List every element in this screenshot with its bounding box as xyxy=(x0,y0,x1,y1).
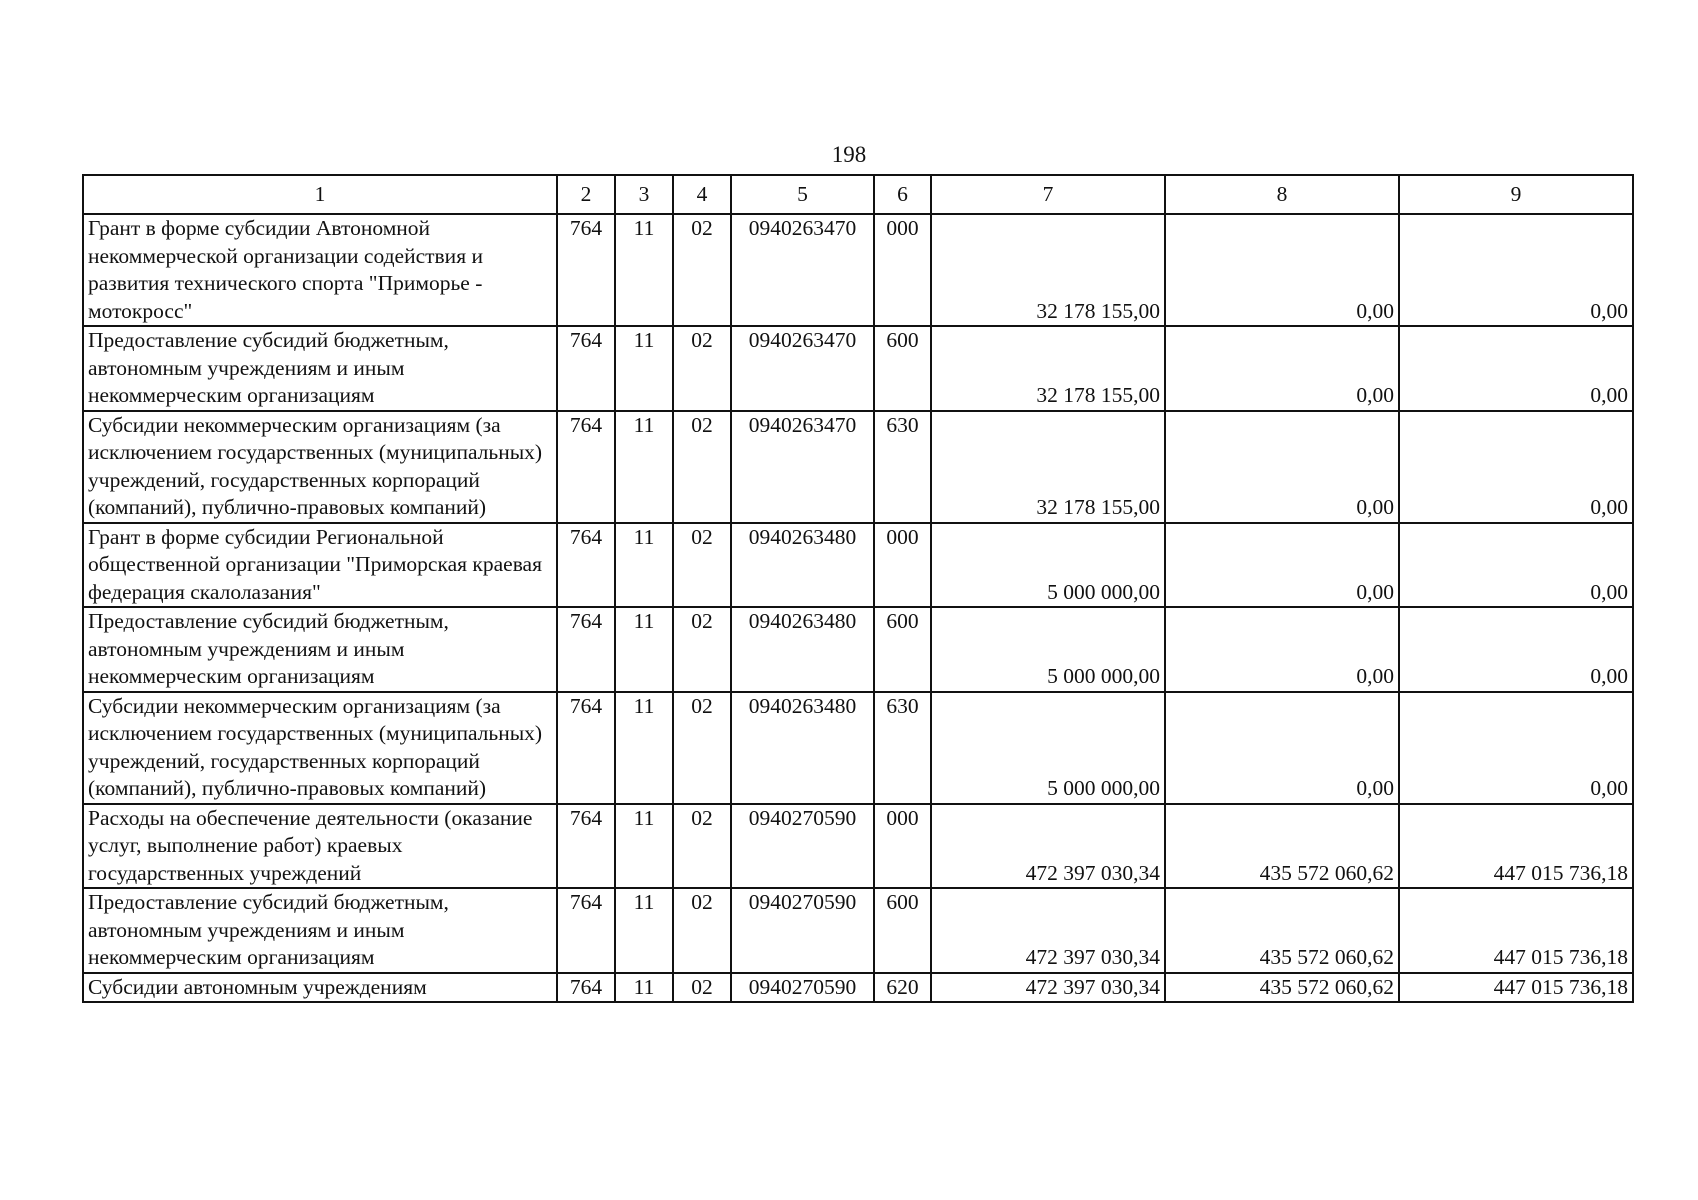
table-row xyxy=(83,411,1633,523)
expense-name: Грант в форме субсидии Региональной общественной организации "Приморская краевая федерация скалолазания" xyxy=(83,523,557,608)
amount-col-8: 435 572 060,62 xyxy=(1165,888,1399,973)
target-article-code: 0940263480 xyxy=(731,607,874,692)
column-header: 3 xyxy=(615,175,673,214)
amount-col-7: 32 178 155,00 xyxy=(931,411,1165,523)
ministry-code: 764 xyxy=(557,692,615,804)
amount-col-8: 0,00 xyxy=(1165,607,1399,692)
ministry-code: 764 xyxy=(557,523,615,608)
amount-col-8: 0,00 xyxy=(1165,523,1399,608)
ministry-code: 764 xyxy=(557,214,615,326)
table-row xyxy=(83,214,1633,326)
table-row xyxy=(83,523,1633,608)
column-number-row xyxy=(83,175,1633,214)
amount-col-8: 435 572 060,62 xyxy=(1165,804,1399,889)
column-header: 9 xyxy=(1399,175,1633,214)
expense-type-code: 000 xyxy=(874,523,931,608)
ministry-code: 764 xyxy=(557,804,615,889)
expense-type-code: 000 xyxy=(874,804,931,889)
ministry-code: 764 xyxy=(557,326,615,411)
page-number: 198 xyxy=(831,142,867,167)
amount-col-7: 472 397 030,34 xyxy=(931,804,1165,889)
section-code: 11 xyxy=(615,692,673,804)
amount-col-7: 32 178 155,00 xyxy=(931,326,1165,411)
amount-col-7: 472 397 030,34 xyxy=(931,888,1165,973)
expense-name: Предоставление субсидий бюджетным, автономным учреждениям и иным некоммерческим организациям xyxy=(83,888,557,973)
amount-col-9: 0,00 xyxy=(1399,607,1633,692)
section-code: 11 xyxy=(615,523,673,608)
section-code: 11 xyxy=(615,214,673,326)
expense-type-code: 600 xyxy=(874,607,931,692)
ministry-code: 764 xyxy=(557,411,615,523)
expense-type-code: 600 xyxy=(874,888,931,973)
section-code: 11 xyxy=(615,888,673,973)
amount-col-9: 0,00 xyxy=(1399,692,1633,804)
column-header: 4 xyxy=(673,175,731,214)
amount-col-8: 0,00 xyxy=(1165,214,1399,326)
target-article-code: 0940263470 xyxy=(731,326,874,411)
column-header: 2 xyxy=(557,175,615,214)
section-code: 11 xyxy=(615,804,673,889)
subsection-code: 02 xyxy=(673,214,731,326)
subsection-code: 02 xyxy=(673,411,731,523)
amount-col-7: 5 000 000,00 xyxy=(931,607,1165,692)
target-article-code: 0940270590 xyxy=(731,888,874,973)
target-article-code: 0940263480 xyxy=(731,523,874,608)
section-code: 11 xyxy=(615,607,673,692)
subsection-code: 02 xyxy=(673,804,731,889)
subsection-code: 02 xyxy=(673,692,731,804)
subsection-code: 02 xyxy=(673,607,731,692)
amount-col-9: 0,00 xyxy=(1399,523,1633,608)
expense-name: Субсидии некоммерческим организациям (за исключением государственных (муниципальных) учреждений, государственных корпораций (компаний), публично-правовых компаний) xyxy=(83,411,557,523)
expense-type-code: 630 xyxy=(874,692,931,804)
target-article-code: 0940270590 xyxy=(731,973,874,1003)
amount-col-8: 0,00 xyxy=(1165,326,1399,411)
amount-col-7: 5 000 000,00 xyxy=(931,523,1165,608)
ministry-code: 764 xyxy=(557,888,615,973)
section-code: 11 xyxy=(615,411,673,523)
table-row xyxy=(83,607,1633,692)
expense-name: Предоставление субсидий бюджетным, автономным учреждениям и иным некоммерческим организациям xyxy=(83,326,557,411)
target-article-code: 0940263470 xyxy=(731,214,874,326)
expense-name: Грант в форме субсидии Автономной некоммерческой организации содействия и развития технического спорта "Приморье - мотокросс" xyxy=(83,214,557,326)
expense-name: Субсидии некоммерческим организациям (за исключением государственных (муниципальных) учреждений, государственных корпораций (компаний), публично-правовых компаний) xyxy=(83,692,557,804)
subsection-code: 02 xyxy=(673,523,731,608)
budget-table xyxy=(82,174,1634,1003)
amount-col-7: 472 397 030,34 xyxy=(931,973,1165,1003)
target-article-code: 0940263470 xyxy=(731,411,874,523)
amount-col-8: 0,00 xyxy=(1165,411,1399,523)
expense-type-code: 630 xyxy=(874,411,931,523)
expense-type-code: 620 xyxy=(874,973,931,1003)
amount-col-8: 0,00 xyxy=(1165,692,1399,804)
table-row xyxy=(83,804,1633,889)
column-header: 1 xyxy=(83,175,557,214)
ministry-code: 764 xyxy=(557,973,615,1003)
amount-col-7: 32 178 155,00 xyxy=(931,214,1165,326)
target-article-code: 0940270590 xyxy=(731,804,874,889)
expense-name: Субсидии автономным учреждениям xyxy=(83,973,557,1003)
column-header: 8 xyxy=(1165,175,1399,214)
amount-col-9: 0,00 xyxy=(1399,411,1633,523)
amount-col-9: 447 015 736,18 xyxy=(1399,804,1633,889)
subsection-code: 02 xyxy=(673,888,731,973)
subsection-code: 02 xyxy=(673,973,731,1003)
table-row xyxy=(83,888,1633,973)
expense-name: Расходы на обеспечение деятельности (оказание услуг, выполнение работ) краевых государственных учреждений xyxy=(83,804,557,889)
table-row xyxy=(83,326,1633,411)
amount-col-9: 0,00 xyxy=(1399,214,1633,326)
column-header: 5 xyxy=(731,175,874,214)
amount-col-9: 447 015 736,18 xyxy=(1399,888,1633,973)
amount-col-9: 447 015 736,18 xyxy=(1399,973,1633,1003)
table-row xyxy=(83,973,1633,1003)
expense-name: Предоставление субсидий бюджетным, автономным учреждениям и иным некоммерческим организациям xyxy=(83,607,557,692)
section-code: 11 xyxy=(615,326,673,411)
column-header: 6 xyxy=(874,175,931,214)
section-code: 11 xyxy=(615,973,673,1003)
target-article-code: 0940263480 xyxy=(731,692,874,804)
ministry-code: 764 xyxy=(557,607,615,692)
expense-type-code: 600 xyxy=(874,326,931,411)
table-row xyxy=(83,692,1633,804)
amount-col-7: 5 000 000,00 xyxy=(931,692,1165,804)
amount-col-9: 0,00 xyxy=(1399,326,1633,411)
expense-type-code: 000 xyxy=(874,214,931,326)
subsection-code: 02 xyxy=(673,326,731,411)
column-header: 7 xyxy=(931,175,1165,214)
amount-col-8: 435 572 060,62 xyxy=(1165,973,1399,1003)
